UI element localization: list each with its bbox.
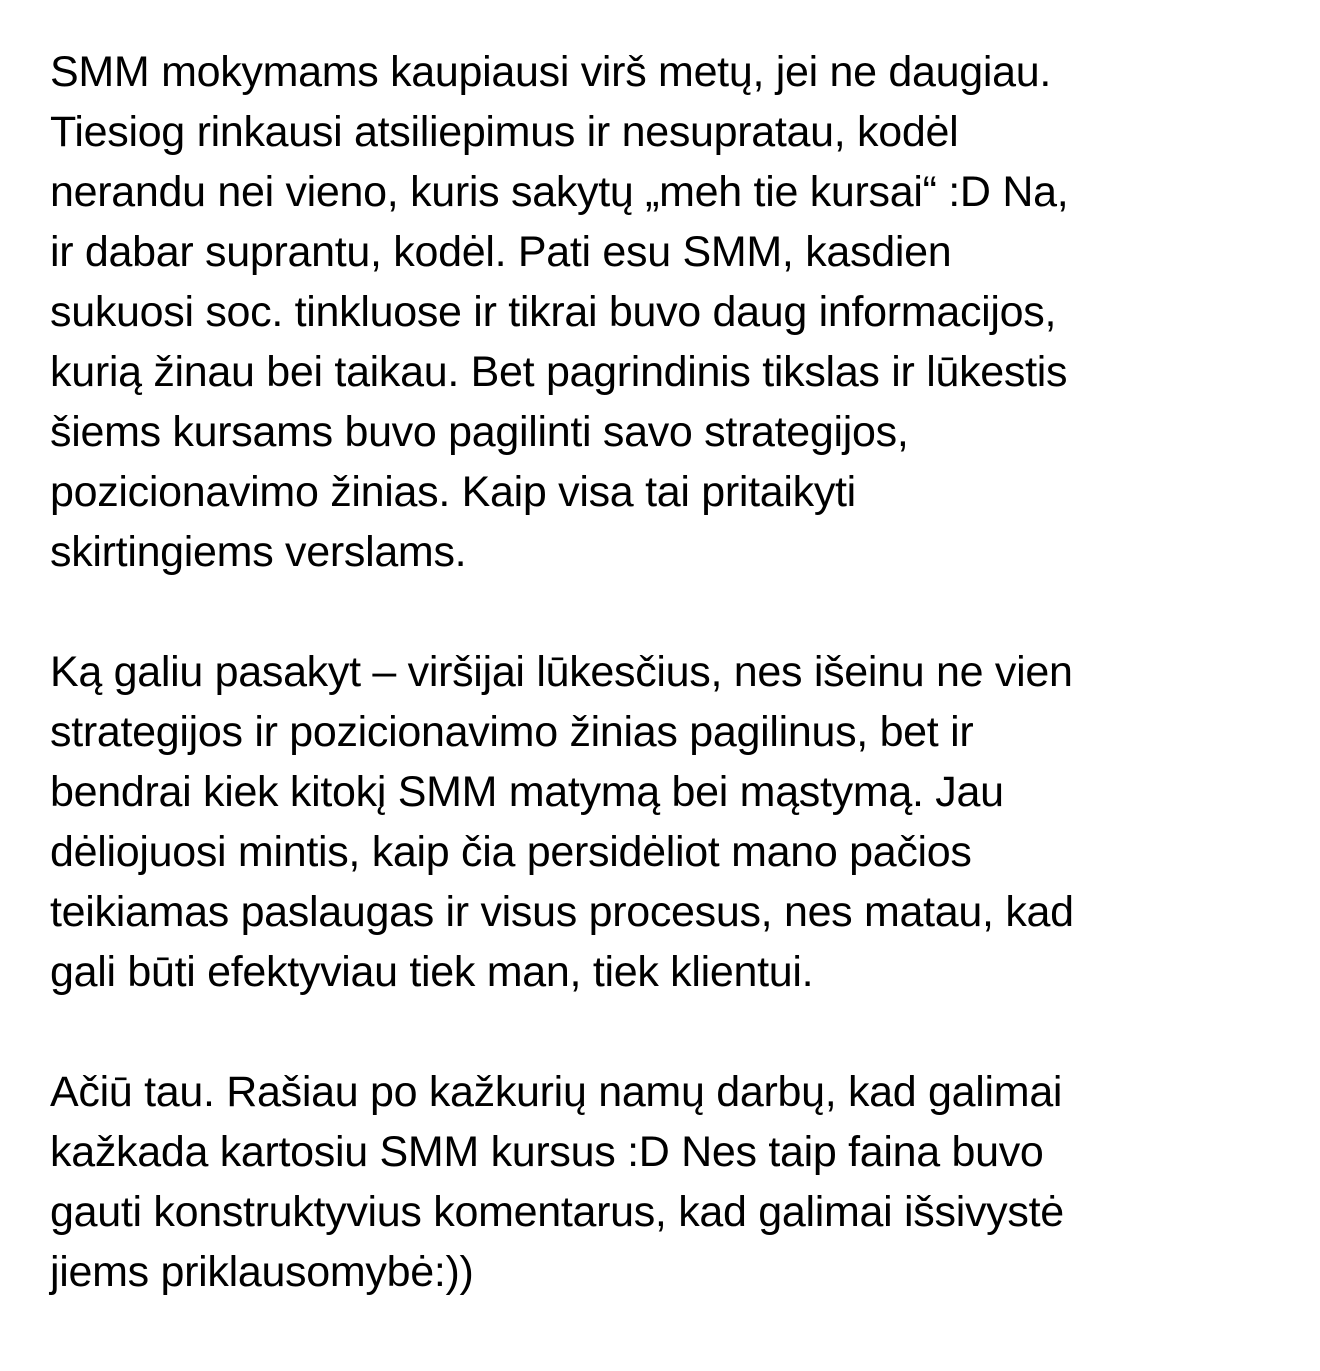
paragraph-gap <box>50 582 1290 642</box>
text-line: skirtingiems verslams. <box>50 528 467 576</box>
paragraph-gap <box>50 1002 1290 1062</box>
note-text <box>50 42 1290 1302</box>
text-line: šiems kursams buvo pagilinti savo strategijos, <box>50 408 909 456</box>
text-line: SMM mokymams kaupiausi virš metų, jei ne daugiau. <box>50 48 1051 96</box>
text-line: sukuosi soc. tinkluose ir tikrai buvo daug informacijos, <box>50 288 1057 336</box>
text-line: pozicionavimo žinias. Kaip visa tai pritaikyti <box>50 468 856 516</box>
text-line: Ką galiu pasakyt – viršijai lūkesčius, nes išeinu ne vien <box>50 648 1073 696</box>
text-line: strategijos ir pozicionavimo žinias pagilinus, bet ir <box>50 708 974 756</box>
text-line: Tiesiog rinkausi atsiliepimus ir nesupratau, kodėl <box>50 108 959 156</box>
text-line: gali būti efektyviau tiek man, tiek klientui. <box>50 948 814 996</box>
text-line: kurią žinau bei taikau. Bet pagrindinis tikslas ir lūkestis <box>50 348 1068 396</box>
paragraph-2 <box>50 642 1290 1002</box>
paragraph-3 <box>50 1062 1290 1302</box>
text-line: dėliojuosi mintis, kaip čia persidėliot mano pačios <box>50 828 972 876</box>
text-line: bendrai kiek kitokį SMM matymą bei mąstymą. Jau <box>50 768 1004 816</box>
text-line: ir dabar suprantu, kodėl. Pati esu SMM, kasdien <box>50 228 952 276</box>
text-line: Ačiū tau. Rašiau po kažkurių namų darbų, kad galimai <box>50 1068 1063 1116</box>
paragraph-1 <box>50 42 1290 582</box>
text-line: nerandu nei vieno, kuris sakytų „meh tie kursai“ :D Na, <box>50 168 1069 216</box>
text-line: jiems priklausomybė:)) <box>50 1248 474 1296</box>
text-line: kažkada kartosiu SMM kursus :D Nes taip faina buvo <box>50 1128 1044 1176</box>
text-line: teikiamas paslaugas ir visus procesus, nes matau, kad <box>50 888 1074 936</box>
text-line: gauti konstruktyvius komentarus, kad galimai išsivystė <box>50 1188 1064 1236</box>
